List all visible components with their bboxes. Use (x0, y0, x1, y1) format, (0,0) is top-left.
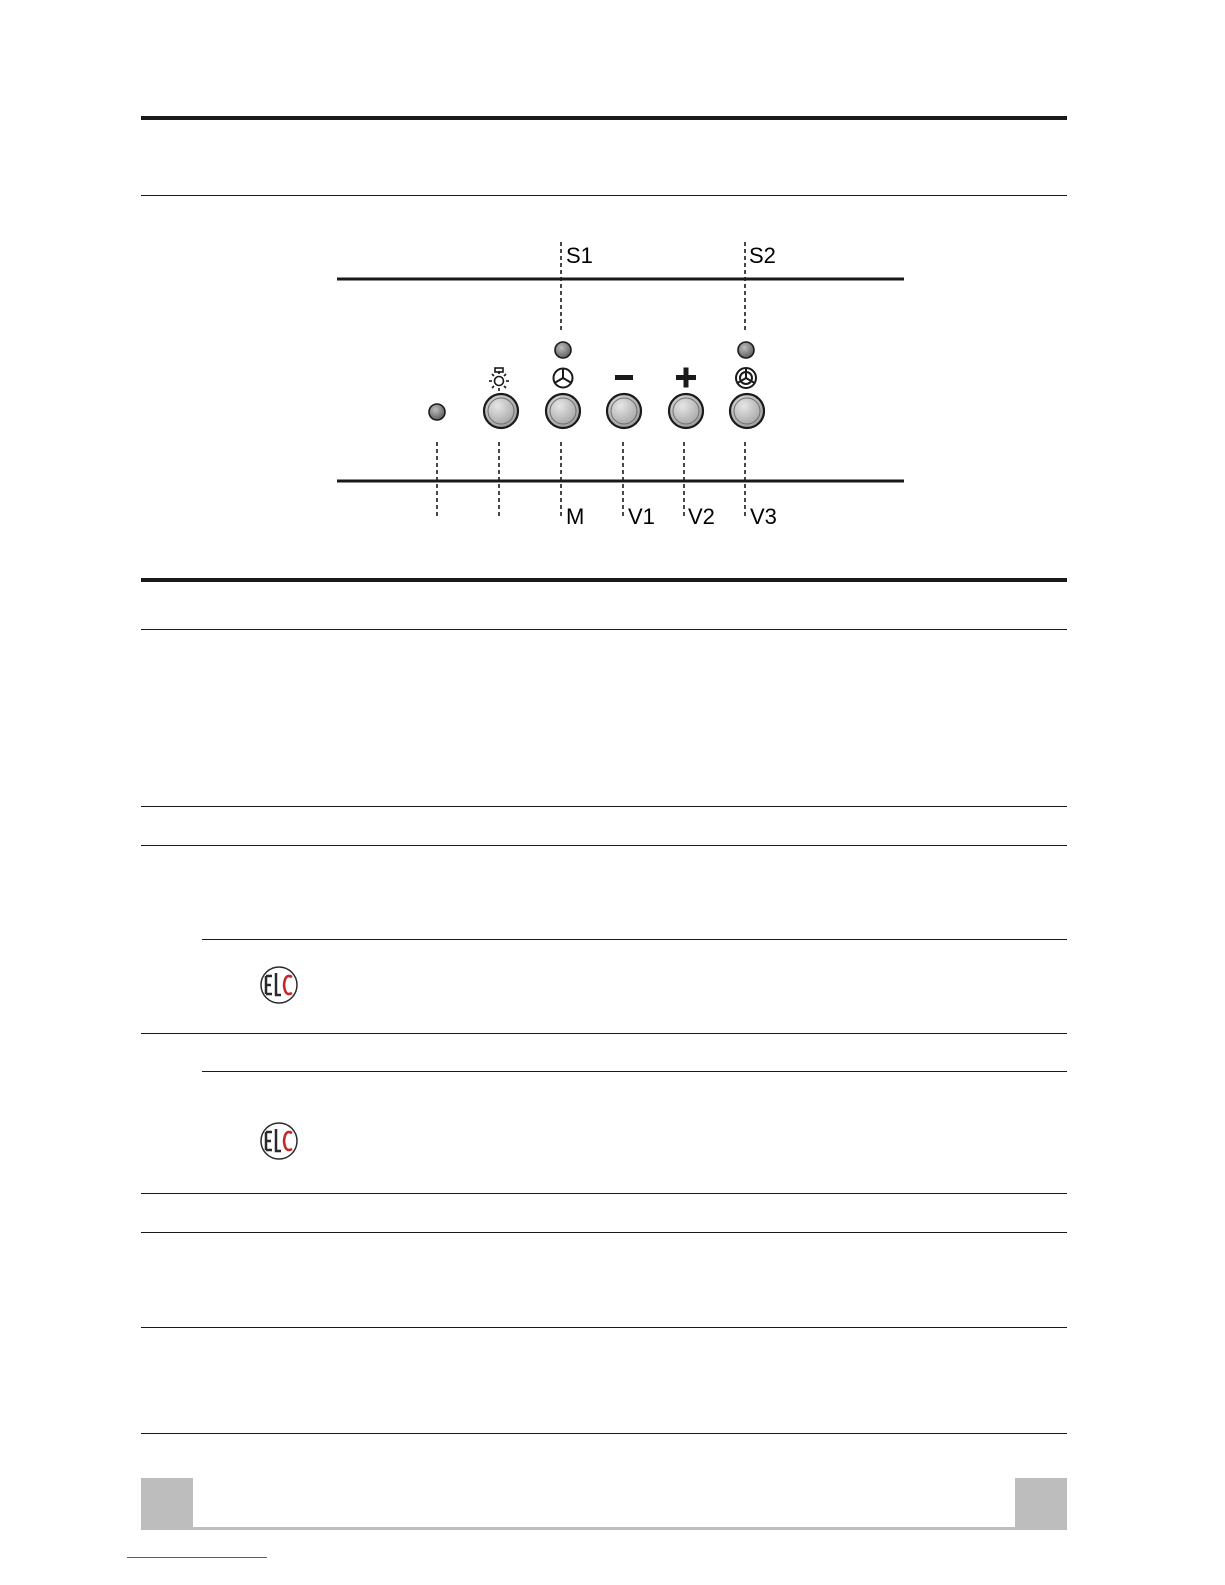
elc-logo (259, 965, 299, 1005)
label-s1: S1 (566, 243, 593, 268)
section-bottom-rule (141, 1433, 1067, 1434)
row-divider-4 (202, 939, 1067, 940)
motor-button[interactable] (546, 394, 580, 428)
led-s2 (738, 342, 754, 358)
label-s2: S2 (749, 243, 776, 268)
light-icon (489, 368, 509, 391)
intensive-button[interactable] (730, 394, 764, 428)
speed-down-button[interactable] (607, 394, 641, 428)
row-divider-8 (141, 1232, 1067, 1233)
row-divider-5 (141, 1033, 1067, 1034)
label-v2: V2 (688, 504, 715, 529)
speed-up-button[interactable] (669, 394, 703, 428)
label-m: M (566, 504, 585, 529)
footer-right-box (1015, 1478, 1067, 1530)
intensive-fan-icon (736, 368, 756, 388)
row-divider-9 (141, 1327, 1067, 1328)
minus-icon (615, 375, 633, 380)
label-v3: V3 (750, 504, 777, 529)
row-divider-1 (141, 629, 1067, 630)
row-divider-2 (141, 806, 1067, 807)
elc-logo (259, 1121, 299, 1161)
row-divider-7 (141, 1193, 1067, 1194)
row-divider-6 (202, 1071, 1067, 1072)
control-panel-diagram (0, 0, 1225, 560)
fan-icon (554, 369, 573, 388)
link-underline[interactable] (127, 1557, 267, 1558)
row-divider-3 (141, 845, 1067, 846)
section-top-rule (141, 578, 1067, 582)
status-led (429, 404, 445, 420)
plus-icon (676, 368, 696, 388)
light-button[interactable] (484, 394, 518, 428)
led-s1 (555, 342, 571, 358)
footer-line (141, 1527, 1067, 1530)
footer-left-box (141, 1478, 193, 1530)
label-v1: V1 (628, 504, 655, 529)
